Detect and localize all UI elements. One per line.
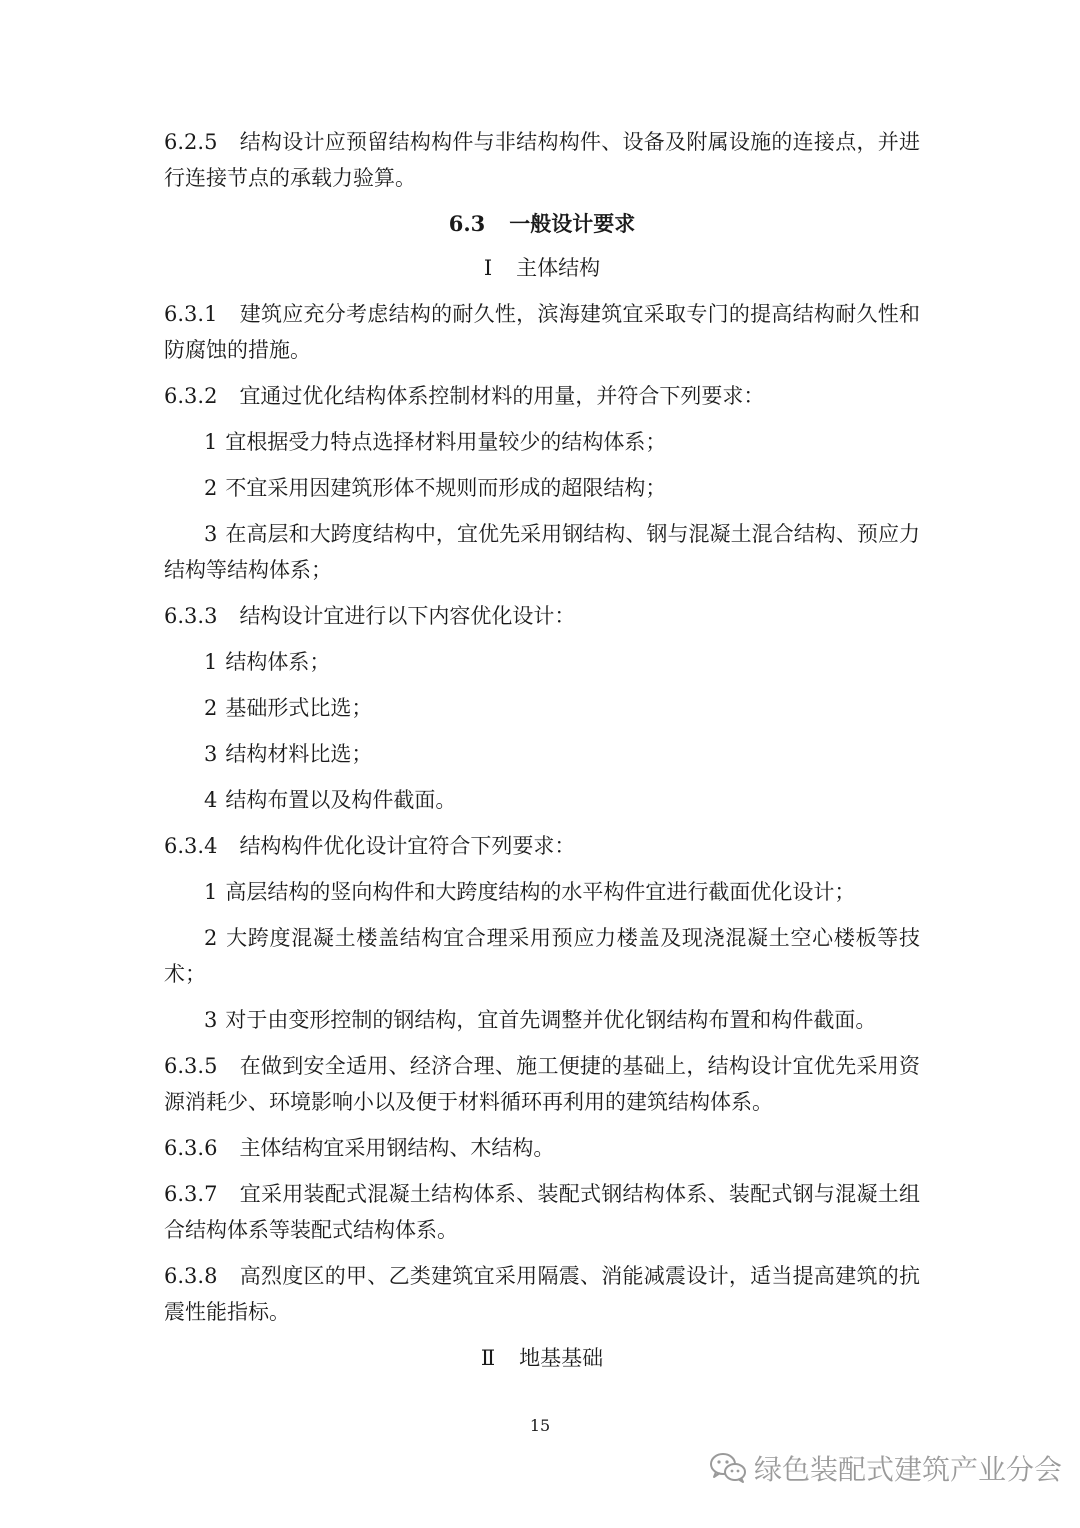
item-number: 1 — [204, 430, 218, 454]
item-text: 在高层和大跨度结构中，宜优先采用钢结构、钢与混凝土混合结构、预应力结构等结构体系； — [164, 522, 920, 582]
clause-text: 结构构件优化设计宜符合下列要求： — [239, 834, 576, 858]
clause-number: 6.2.5 — [164, 130, 218, 154]
watermark — [708, 1446, 1062, 1490]
clause-number: 6.3.2 — [164, 384, 218, 408]
clause-number: 6.3.4 — [164, 834, 218, 858]
item-number: 3 — [204, 1008, 218, 1032]
subsection-heading-2 — [164, 1340, 920, 1376]
item-text: 结构布置以及构件截面。 — [225, 788, 457, 812]
item-text: 不宜采用因建筑形体不规则而形成的超限结构； — [225, 476, 667, 500]
section-title-text: 一般设计要求 — [509, 211, 636, 236]
clause-text: 宜通过优化结构体系控制材料的用量，并符合下列要求： — [239, 384, 765, 408]
clause-item — [164, 874, 920, 910]
clause-number: 6.3.7 — [164, 1182, 218, 1206]
item-number: 1 — [204, 650, 218, 674]
item-text: 大跨度混凝土楼盖结构宜合理采用预应力楼盖及现浇混凝土空心楼板等技术； — [164, 926, 920, 986]
watermark-text: 绿色装配式建筑产业分会 — [754, 1453, 1063, 1486]
clause-6-3-7 — [164, 1176, 920, 1248]
subsection-title-text: 地基基础 — [519, 1346, 604, 1370]
item-number: 4 — [204, 788, 218, 812]
section-number: 6.3 — [448, 211, 486, 236]
clause-item — [164, 516, 920, 588]
clause-number: 6.3.1 — [164, 302, 218, 326]
clause-6-3-6 — [164, 1130, 920, 1166]
item-text: 结构体系； — [225, 650, 331, 674]
item-text: 结构材料比选； — [225, 742, 373, 766]
clause-item — [164, 920, 920, 992]
clause-text: 高烈度区的甲、乙类建筑宜采用隔震、消能减震设计，适当提高建筑的抗震性能指标。 — [164, 1264, 920, 1324]
item-number: 3 — [204, 742, 218, 766]
page-content — [164, 124, 920, 1386]
clause-item — [164, 1002, 920, 1038]
clause-6-3-3 — [164, 598, 920, 634]
item-text: 高层结构的竖向构件和大跨度结构的水平构件宜进行截面优化设计； — [225, 880, 856, 904]
clause-text: 宜采用装配式混凝土结构体系、装配式钢结构体系、装配式钢与混凝土组合结构体系等装配式结构体系。 — [164, 1182, 920, 1242]
clause-text: 结构设计宜进行以下内容优化设计： — [239, 604, 576, 628]
item-text: 基础形式比选； — [225, 696, 373, 720]
wechat-icon — [708, 1451, 748, 1485]
subsection-roman: Ⅱ — [480, 1346, 496, 1370]
item-text: 宜根据受力特点选择材料用量较少的结构体系； — [225, 430, 667, 454]
clause-6-3-5 — [164, 1048, 920, 1120]
clause-item — [164, 782, 920, 818]
subsection-heading-1 — [164, 250, 920, 286]
clause-number: 6.3.8 — [164, 1264, 218, 1288]
clause-item — [164, 736, 920, 772]
clause-6-3-8 — [164, 1258, 920, 1330]
clause-number: 6.3.6 — [164, 1136, 218, 1160]
clause-item — [164, 690, 920, 726]
clause-text: 结构设计应预留结构构件与非结构构件、设备及附属设施的连接点，并进行连接节点的承载力验算。 — [164, 130, 920, 190]
clause-item — [164, 470, 920, 506]
clause-6-2-5 — [164, 124, 920, 196]
subsection-roman: Ⅰ — [483, 256, 493, 280]
clause-text: 在做到安全适用、经济合理、施工便捷的基础上，结构设计宜优先采用资源消耗少、环境影响小以及便于材料循环再利用的建筑结构体系。 — [164, 1054, 920, 1114]
clause-6-3-4 — [164, 828, 920, 864]
clause-text: 主体结构宜采用钢结构、木结构。 — [239, 1136, 555, 1160]
clause-6-3-2 — [164, 378, 920, 414]
item-number: 2 — [204, 476, 218, 500]
clause-number: 6.3.3 — [164, 604, 218, 628]
item-number: 1 — [204, 880, 218, 904]
section-heading — [164, 206, 920, 242]
clause-item — [164, 424, 920, 460]
item-number: 3 — [204, 522, 218, 546]
clause-text: 建筑应充分考虑结构的耐久性，滨海建筑宜采取专门的提高结构耐久性和防腐蚀的措施。 — [164, 302, 920, 362]
clause-6-3-1 — [164, 296, 920, 368]
item-number: 2 — [204, 926, 218, 950]
page-number: 15 — [529, 1416, 551, 1435]
clause-number: 6.3.5 — [164, 1054, 218, 1078]
clause-item — [164, 644, 920, 680]
item-text: 对于由变形控制的钢结构，宜首先调整并优化钢结构布置和构件截面。 — [225, 1008, 877, 1032]
item-number: 2 — [204, 696, 218, 720]
subsection-title-text: 主体结构 — [516, 256, 601, 280]
